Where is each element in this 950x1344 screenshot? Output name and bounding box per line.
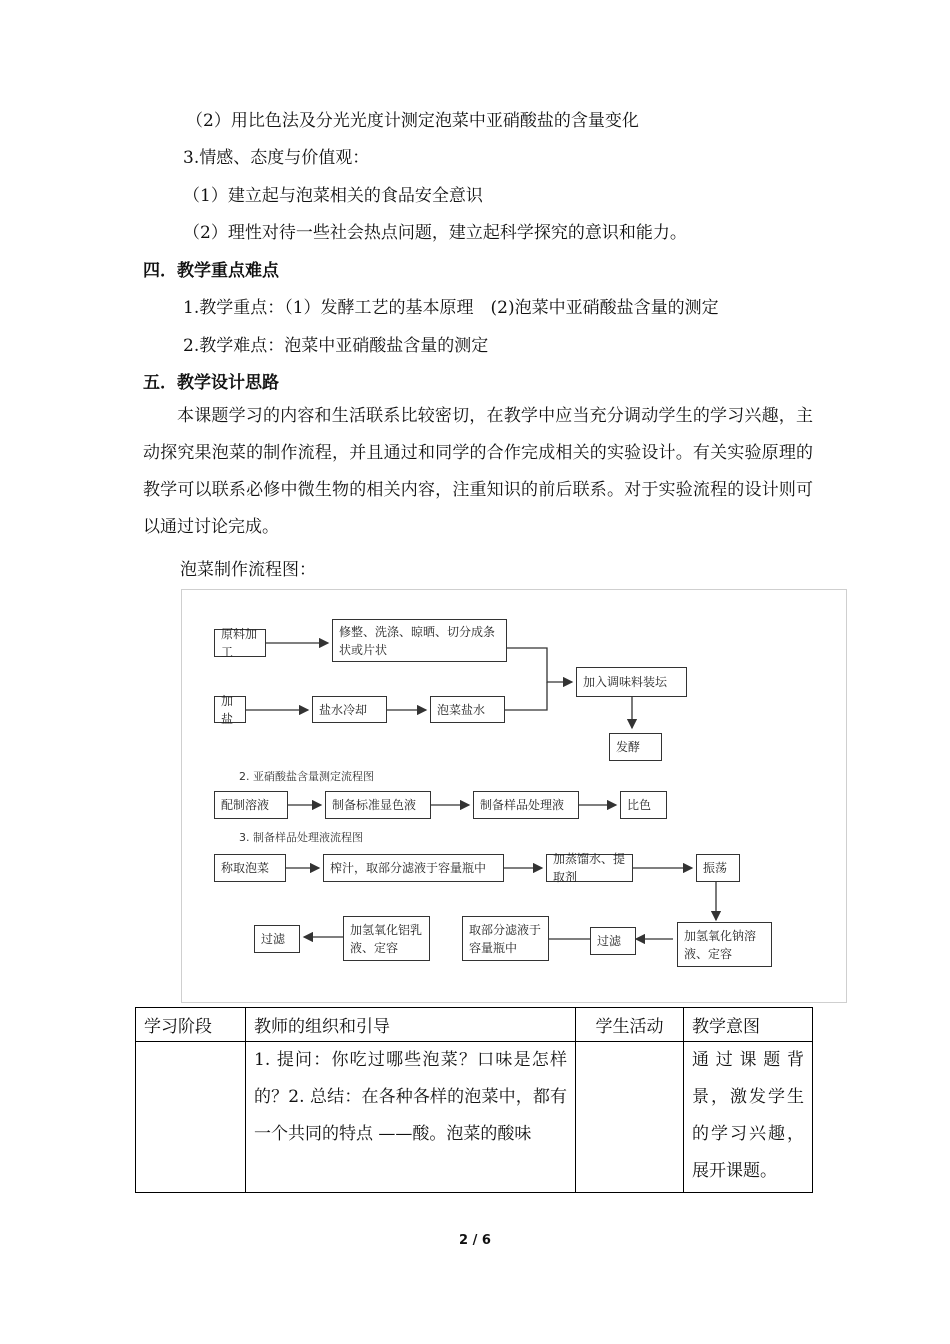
cell-intent: 通过课题背景，激发学生的学习兴趣，展开课题。	[684, 1042, 813, 1193]
header-stage: 学习阶段	[136, 1008, 246, 1042]
flow-shake: 振荡	[696, 854, 740, 882]
header-teacher: 教师的组织和引导	[246, 1008, 576, 1042]
header-intent: 教学意图	[684, 1008, 813, 1042]
page-number: 2 / 6	[459, 1233, 491, 1248]
section-4-title: 四．教学重点难点	[143, 261, 279, 281]
flow-colorimetry: 比色	[620, 791, 667, 819]
difficulty: 2.教学难点：泡菜中亚硝酸盐含量的测定	[183, 336, 489, 356]
flow-add-water: 加蒸馏水、提取剂	[546, 854, 633, 882]
lesson-table	[135, 1007, 813, 1193]
flow-take-filtrate: 取部分滤液于容量瓶中	[462, 916, 549, 961]
flow-weigh: 称取泡菜	[214, 854, 286, 882]
objective-2-2: （2）用比色法及分光光度计测定泡菜中亚硝酸盐的含量变化	[186, 111, 639, 131]
key-points: 1.教学重点：（1）发酵工艺的基本原理 (2)泡菜中亚硝酸盐含量的测定	[183, 298, 719, 318]
flow-ferment: 发酵	[609, 733, 662, 761]
cell-student	[576, 1042, 684, 1193]
flow-trim: 修整、洗涤、晾晒、切分成条状或片状	[332, 619, 507, 662]
flow-add-aluminium: 加氢氧化铝乳液、定容	[343, 916, 430, 961]
objective-heading-3: 3.情感、态度与价值观：	[183, 148, 370, 168]
flow-label: 泡菜制作流程图：	[180, 560, 316, 580]
section-5-title: 五．教学设计思路	[143, 373, 279, 393]
flow-prepare-solution: 配制溶液	[214, 791, 288, 819]
objective-3-2: （2）理性对待一些社会热点问题，建立起科学探究的意识和能力。	[183, 223, 687, 243]
flow-naoh: 加氢氧化钠溶液、定容	[677, 922, 772, 967]
flow-cool-brine: 盐水冷却	[312, 696, 387, 723]
flowchart-figure	[181, 589, 847, 1003]
objective-3-1: （1）建立起与泡菜相关的食品安全意识	[183, 186, 483, 206]
caption-sample-flow: 3. 制备样品处理液流程图	[239, 831, 363, 844]
table-header-row	[136, 1008, 813, 1042]
flow-brine: 泡菜盐水	[430, 696, 505, 723]
flow-filter-2: 过滤	[254, 925, 300, 953]
flow-seasoning: 加入调味料装坛	[576, 667, 687, 697]
flow-add-salt: 加盐	[214, 696, 246, 723]
table-row	[136, 1042, 813, 1193]
header-student: 学生活动	[576, 1008, 684, 1042]
flow-sample-prep: 制备样品处理液	[473, 791, 579, 819]
flow-standard-color: 制备标准显色液	[325, 791, 431, 819]
cell-stage	[136, 1042, 246, 1193]
flow-filter-1: 过滤	[590, 927, 636, 955]
cell-teacher: 1. 提问：你吃过哪些泡菜？口味是怎样的？2. 总结：在各种各样的泡菜中，都有一个共同的特点 ——酸。泡菜的酸味	[246, 1042, 576, 1193]
flow-raw-material: 原料加工	[214, 629, 266, 657]
flow-juice: 榨汁，取部分滤液于容量瓶中	[323, 854, 504, 882]
design-paragraph: 本课题学习的内容和生活联系比较密切，在教学中应当充分调动学生的学习兴趣，主动探究果泡菜的制作流程，并且通过和同学的合作完成相关的实验设计。有关实验原理的教学可以联系必修中微生物的相关内容，注重知识的前后联系。对于实验流程的设计则可以通过讨论完成。	[143, 406, 813, 537]
caption-nitrite-flow: 2. 亚硝酸盐含量测定流程图	[239, 770, 374, 783]
